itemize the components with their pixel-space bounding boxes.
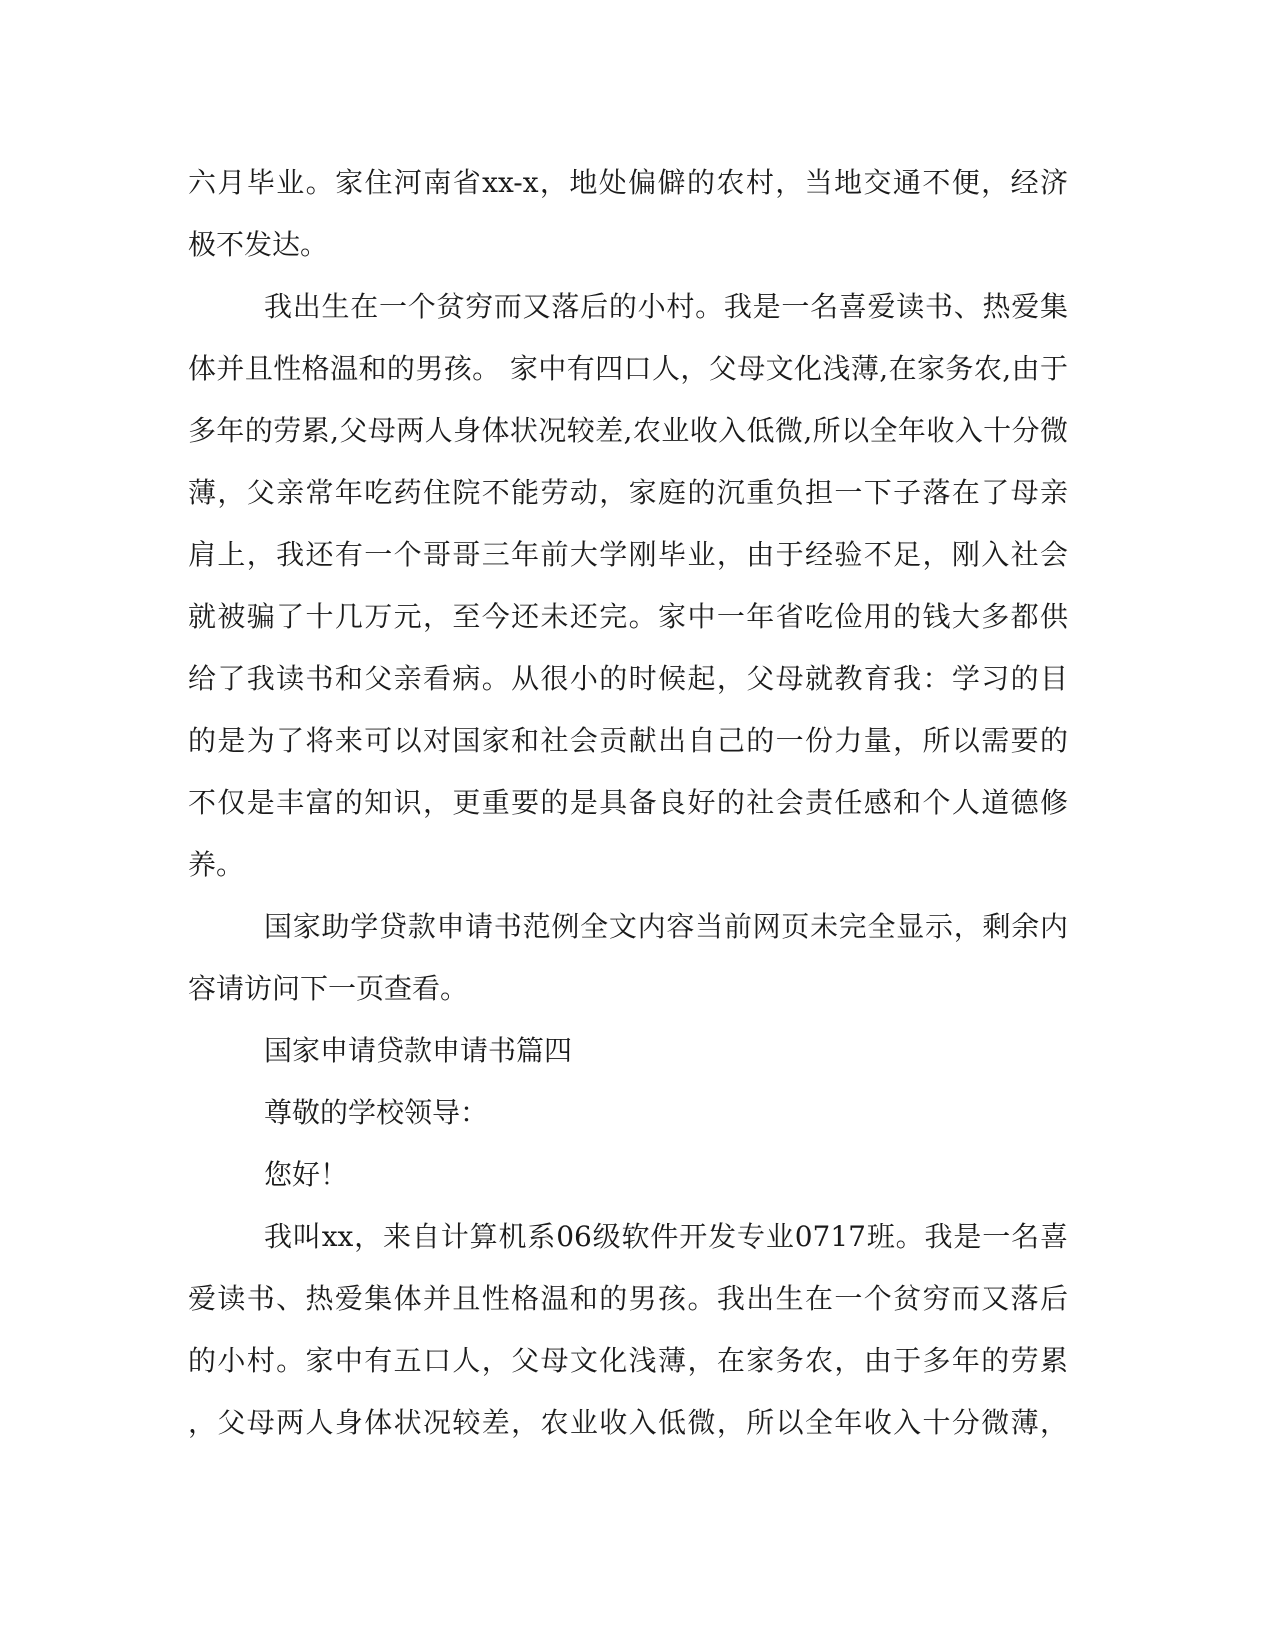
- text-line: 体并且性格温和的男孩。 家中有四口人，父母文化浅薄,在家务农,由于: [188, 352, 1068, 385]
- text-line: 的小村。家中有五口人，父母文化浅薄，在家务农，由于多年的劳累: [188, 1344, 1068, 1377]
- text-line: 薄，父亲常年吃药住院不能劳动，家庭的沉重负担一下子落在了母亲: [188, 476, 1068, 509]
- text-line: 国家助学贷款申请书范例全文内容当前网页未完全显示，剩余内: [264, 910, 1068, 943]
- text-line: 爱读书、热爱集体并且性格温和的男孩。我出生在一个贫穷而又落后: [188, 1282, 1068, 1315]
- salutation: 尊敬的学校领导：: [264, 1096, 489, 1129]
- greeting: 您好！: [264, 1158, 349, 1191]
- text-line: 的是为了将来可以对国家和社会贡献出自己的一份力量，所以需要的: [188, 724, 1068, 757]
- text-line: 养。: [188, 848, 245, 881]
- text-line: 给了我读书和父亲看病。从很小的时候起，父母就教育我：学习的目: [188, 662, 1068, 695]
- text-line: 极不发达。: [188, 228, 329, 261]
- document-body: [188, 152, 1068, 1454]
- text-line: 不仅是丰富的知识，更重要的是具备良好的社会责任感和个人道德修: [188, 786, 1068, 819]
- text-line: 多年的劳累,父母两人身体状况较差,农业收入低微,所以全年收入十分微: [188, 414, 1068, 447]
- text-line: ，父母两人身体状况较差，农业收入低微，所以全年收入十分微薄，: [188, 1406, 1068, 1439]
- text-line: 我叫xx，来自计算机系06级软件开发专业0717班。我是一名喜: [264, 1220, 1068, 1253]
- text-line: 肩上，我还有一个哥哥三年前大学刚毕业，由于经验不足，刚入社会: [188, 538, 1068, 571]
- text-line: 我出生在一个贫穷而又落后的小村。我是一名喜爱读书、热爱集: [264, 290, 1068, 323]
- text-line: 就被骗了十几万元，至今还未还完。家中一年省吃俭用的钱大多都供: [188, 600, 1068, 633]
- text-line: 容请访问下一页查看。: [188, 972, 469, 1005]
- section-heading: 国家申请贷款申请书篇四: [264, 1034, 573, 1067]
- text-line: 六月毕业。家住河南省xx-x，地处偏僻的农村，当地交通不便，经济: [188, 166, 1068, 199]
